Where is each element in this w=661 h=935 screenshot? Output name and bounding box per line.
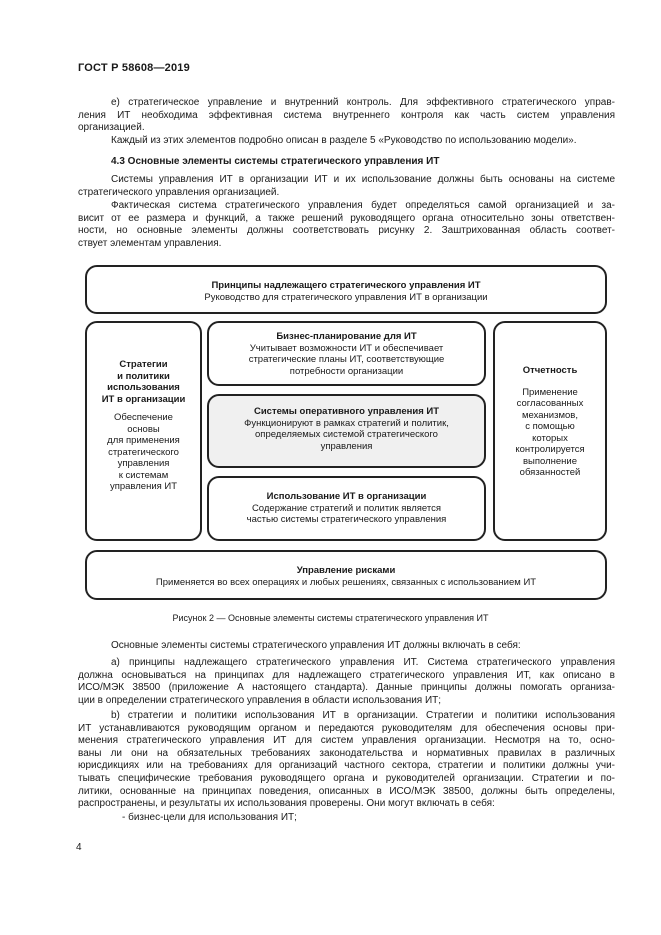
box-body-line: управления bbox=[117, 458, 170, 469]
figure-caption: Рисунок 2 — Основные элементы системы стратегического управления ИТ bbox=[172, 613, 489, 623]
business-planning-box bbox=[207, 321, 486, 386]
box-title-line: Управление рисками bbox=[296, 565, 396, 576]
dash-item bbox=[122, 812, 612, 825]
box-title-line: и политики bbox=[117, 370, 170, 382]
box-body-line: механизмов, bbox=[522, 409, 578, 421]
text-line: юрисдикциях или на требованиях для организаций частного сектора, стратегии и политики должны учи- bbox=[78, 760, 615, 772]
text-line: ствует элементам управления. bbox=[78, 237, 222, 249]
box-title-line: Отчетность bbox=[522, 365, 578, 376]
box-body-line: стратегические планы ИТ, соответствующие bbox=[248, 354, 445, 365]
item-a-paragraph bbox=[78, 657, 615, 707]
box-body-line: Содержание стратегий и политик является bbox=[251, 502, 442, 514]
box-title-line: Использование ИТ в организации bbox=[266, 491, 427, 502]
text-line: организацией. bbox=[78, 122, 145, 134]
box-body-line: частью системы стратегического управления bbox=[246, 514, 447, 525]
item-b-paragraph bbox=[78, 710, 615, 811]
text-line: ности, но основные элементы должны соответствовать рисунку 2. Заштрихованная область соответ- bbox=[78, 225, 615, 237]
box-body-line: с помощью bbox=[525, 421, 575, 432]
strategies-policies-box bbox=[85, 321, 202, 541]
text-line: тывать специфические требования руководящего органа и руководителей организации. Стратегии и по- bbox=[78, 772, 615, 784]
text-line: должна основываться на принципах для надлежащего стратегического управления ИТ, как описано в bbox=[78, 669, 615, 681]
box-body-line: стратегического bbox=[108, 446, 179, 458]
it-usage-box bbox=[207, 476, 486, 541]
box-body-line: Применение bbox=[522, 386, 578, 398]
box-body-line: к системам bbox=[118, 469, 169, 481]
text-line: Системы управления ИТ в организации ИТ и их использование должны быть основаны на системе bbox=[111, 174, 615, 185]
text-line: висит от ее размера и функций, а также решений руководящего органа относительно зоны ответствен- bbox=[78, 212, 615, 224]
box-body-line: Применяется во всех операциях и любых решениях, связанных с использованием ИТ bbox=[155, 576, 537, 588]
box-title-line: использования bbox=[107, 382, 180, 393]
text-line: ваны ли они на обязательных требованиях законодательства и нормативных правилах в различных bbox=[78, 747, 615, 759]
text-line: ИТ устанавливаются руководящим органом и передаются руководителям для обеспечения основы при- bbox=[78, 722, 615, 734]
text-line: литики, основанные на принципах поведения, описанных в ИСО/МЭК 38500, должны быть определены, bbox=[78, 785, 615, 797]
principles-box bbox=[85, 265, 607, 314]
box-body-line: контролируется bbox=[515, 444, 585, 455]
operational-management-box bbox=[207, 394, 486, 468]
text-line: Основные элементы системы стратегического управления ИТ должны включать в себя: bbox=[111, 640, 521, 651]
text-line: е) стратегическое управление и внутренний контроль. Для эффективного стратегического управ- bbox=[111, 97, 615, 108]
text-line: менения стратегического управления ИТ для систем управления организации. Несмотря на то, осно- bbox=[78, 735, 615, 747]
principles-title: Принципы надлежащего стратегического управления ИТ bbox=[211, 280, 481, 291]
box-title-line: Стратегии bbox=[119, 359, 168, 370]
box-body-line: управления bbox=[320, 440, 373, 452]
box-body-line: Функционируют в рамках стратегий и политик, bbox=[244, 417, 449, 429]
text-line: а) принципы надлежащего стратегического управления ИТ. Система стратегического управления bbox=[111, 657, 615, 668]
document-header: ГОСТ Р 58608—2019 bbox=[78, 62, 190, 74]
box-body-line: согласованных bbox=[516, 398, 584, 409]
text-line: распространены, и результаты их использования проверены. Они могут включать в себя: bbox=[78, 798, 495, 810]
box-body-line: управления ИТ bbox=[109, 481, 178, 492]
body-lead bbox=[111, 640, 615, 653]
text-line: ления ИТ необходима эффективная система внутреннего контроля как часть систем управления bbox=[78, 109, 615, 121]
figure-2-diagram bbox=[85, 265, 607, 600]
text-line: Фактическая система стратегического управления будет определяться самой организацией и за- bbox=[111, 200, 615, 211]
box-title-line: ИТ в организации bbox=[101, 393, 186, 405]
box-body-line: Обеспечение bbox=[114, 412, 173, 423]
box-title-line: Системы оперативного управления ИТ bbox=[253, 406, 440, 417]
text-line: ции в определении стратегического управления в области использования ИТ; bbox=[78, 694, 442, 706]
section-paragraph-2 bbox=[78, 200, 615, 250]
box-body-line: основы bbox=[127, 423, 160, 435]
accountability-box bbox=[493, 321, 607, 541]
text-line: стратегического управления организацией. bbox=[78, 186, 280, 198]
box-body-line: потребности организации bbox=[289, 365, 404, 377]
page-number: 4 bbox=[76, 842, 82, 853]
box-title-line: Бизнес-планирование для ИТ bbox=[276, 331, 417, 342]
item-e-paragraph bbox=[78, 97, 615, 135]
section-paragraph-1 bbox=[78, 174, 615, 199]
risk-management-box bbox=[85, 550, 607, 600]
box-body-line: определяемых системой стратегического bbox=[255, 429, 438, 440]
text-line: - бизнес-цели для использования ИТ; bbox=[122, 812, 297, 823]
text-line: Каждый из этих элементов подробно описан в разделе 5 «Руководство по использованию модели». bbox=[111, 135, 577, 146]
each-element-note bbox=[111, 135, 615, 148]
box-body-line: которых bbox=[532, 432, 568, 444]
box-body-line: Учитывает возможности ИТ и обеспечивает bbox=[249, 342, 444, 354]
text-line: b) стратегии и политики использования ИТ в организации. Стратегии и политики использования bbox=[111, 710, 615, 721]
box-body-line: для применения bbox=[107, 435, 180, 446]
text-line: ИСО/МЭК 38500 (приложение А настоящего стандарта). Данные принципы должны помогать организа- bbox=[78, 682, 615, 694]
box-body-line: выполнение bbox=[522, 455, 577, 467]
section-title: 4.3 Основные элементы системы стратегического управления ИТ bbox=[111, 156, 440, 167]
box-body-line: обязанностей bbox=[519, 467, 581, 478]
principles-subtitle: Руководство для стратегического управления ИТ в организации bbox=[204, 291, 488, 303]
